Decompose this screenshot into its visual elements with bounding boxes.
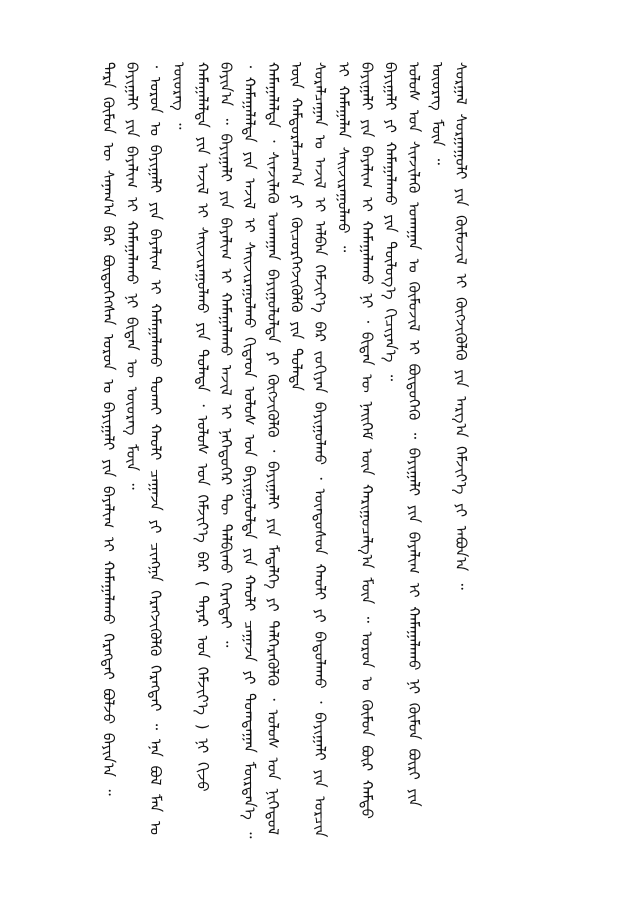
paragraph-5: ᠬᠠᠮᠠᠭᠠᠯᠠᠯᠲᠠ ᠂ ᠰᠢᠨᠵᠢᠯᠡᠬᠦ ᠤᠬᠠᠭᠠᠨ ᠪᠠᠶᠢᠭᠤᠯᠤᠯᠲᠠ ᠶᠢ ᠬᠦᠭᠵᠢᠭᠦᠯᠬᠦ ᠂ ᠪᠠᠶᠢᠭᠠᠯᠢ ᠶᠢᠨ ᠮᠡᠳᠡᠯᠭᠡ ᠶᠢ ᠳᠡᠯᠭᠡᠷᠡᠭᠦᠯᠬᠦ ᠂ ᠤᠯᠤᠰ ᠤᠨ ᠨᠢᠭᠡᠳᠦᠯ ᠦᠨ ᠬᠠᠮᠲᠤᠷᠠᠯᠴᠠᠭ᠎ᠠ ᠶᠢ ᠬᠦᠴᠦᠷᠬᠡᠭᠵᠢᠭᠦᠯᠬᠦ ᠶᠢᠨ ᠲᠤᠯᠠᠳᠠ bbox=[264, 62, 306, 835]
paragraph-3: ᠬᠠᠮᠠᠭᠠᠯᠠᠯᠲᠠ ᠶᠢᠨ ᠠᠵᠢᠯ ᠢ ᠰᠠᠢᠵᠢᠷᠠᠭᠤᠯᠬᠤ ᠶᠢᠨ ᠲᠤᠯᠠᠳᠠ ᠂ ᠤᠯᠤᠰ ᠤᠨ ᠬᠡᠮᠵᠢᠶ᠎ᠡ ᠪᠡᠷ ( ᠳᠠᠶᠠᠷ ᠤᠨ ᠬᠡᠮᠵᠢᠶ᠎ᠡ ) ᠨᠢ ᠬᠢᠵᠦ ᠪᠠᠶᠢᠨ᠎ᠠ ᠃ ᠪᠠᠶᠢᠭᠠᠯᠢ ᠶᠢᠨ ᠪᠠᠶᠠᠯᠢᠭ ᠢ ᠬᠠᠮᠠᠭᠠᠯᠠᠬᠤ ᠠᠵᠢᠯ ᠢ ᠨᠡᠭᠡᠳᠦᠭᠡᠷ ᠲᠦ ᠲᠠᠯᠪᠢᠬᠤ ᠬᠡᠷᠡᠭᠲᠡᠢ ᠃ bbox=[193, 62, 235, 792]
paragraph-4: ᠂ ᠬᠠᠮᠠᠭᠠᠯᠠᠯᠲᠠ ᠶᠢᠨ ᠠᠵᠢᠯ ᠢ ᠰᠠᠢᠵᠢᠷᠠᠭᠤᠯᠬᠤ ᠬᠢᠲᠠᠳ ᠤᠯᠤᠰ ᠤᠨ ᠪᠠᠶᠢᠭᠤᠯᠤᠯᠲᠠ ᠶᠢᠨ ᠬᠠᠤᠯᠢ ᠴᠠᠭᠠᠵᠠ ᠶᠢ ᠲᠣᠭᠲᠠᠭᠠᠨ ᠮᠦᠷᠳᠡᠨ᠎ᠡ ᠃ bbox=[240, 62, 259, 839]
vertical-mongolian-text bbox=[96, 62, 566, 842]
paragraph-9: ᠰᠤᠷᠭᠠᠯ ᠰᠤᠷᠭᠠᠭᠤᠯᠢ ᠶᠢᠨ ᠬᠦᠮᠦᠵᠢᠯ ᠢ ᠬᠦᠭᠵᠢᠭᠦᠯᠬᠦ ᠶᠢᠨ ᠠᠷᠭ᠎ᠠ ᠬᠡᠮᠵᠢᠶ᠎ᠡ ᠶᠢ ᠠᠪᠤᠨ᠎ᠠ ᠃ bbox=[452, 62, 470, 590]
paragraph-8: ᠤᠯᠤᠰ ᠤᠨ ᠰᠢᠨᠵᠢᠯᠡᠬᠦ ᠤᠬᠠᠭᠠᠨ ᠤ ᠬᠦᠮᠦᠵᠢᠯ ᠢ ᠪᠦᠲᠦᠭᠡᠬᠦ ᠃ ᠪᠠᠶᠢᠭᠠᠯᠢ ᠶᠢᠨ ᠪᠠᠶᠠᠯᠢᠭ ᠢ ᠬᠠᠮᠠᠭᠠᠯᠠᠬᠤ ᠨᠢ ᠬᠦᠮᠦᠨ ᠪᠦᠷᠢ ᠶᠢᠨ ᠦᠦᠷᠡᠭ ᠮᠦᠨ ᠃ bbox=[405, 62, 447, 807]
paragraph-6: ᠰᠤᠷᠠᠯᠴᠠᠭᠠᠨ ᠤ ᠠᠵᠢᠯ ᠢ ᠠᠯᠪᠠᠨ ᠬᠡᠮᠵᠢᠶ᠎ᠡ ᠪᠡᠷ ᠵᠣᠬᠢᠶᠠᠨ ᠪᠠᠶᠢᠭᠤᠯᠬᠤ ᠂ ᠦᠨᠳᠦᠰᠦᠨ ᠬᠠᠤᠯᠢ ᠶᠢ ᠪᠠᠲᠤᠯᠠᠬᠤ ᠂ ᠪᠠᠶᠢᠭᠠᠯᠢ ᠶᠢᠨ ᠤᠷᠴᠢᠨ ᠢ ᠬᠠᠮᠠᠭᠠᠯᠠᠨ ᠰᠠᠢᠵᠢᠷᠠᠭᠤᠯᠬᠤ ᠃ bbox=[311, 62, 353, 838]
paragraph-7: ᠪᠠᠶᠢᠭᠠᠯᠢ ᠶᠢᠨ ᠪᠠᠶᠠᠯᠢᠭ ᠢ ᠬᠠᠮᠠᠭᠠᠯᠠᠬᠤ ᠨᠢ ᠂ ᠪᠢᠳᠡᠨ ᠦ ᠨᠡᠢᠭᠡᠮ ᠦᠨ ᠬᠠᠷᠢᠭᠤᠴᠠᠯᠭ᠎ᠠ ᠮᠦᠨ ᠃ ᠤᠷᠤᠨ ᠤ ᠬᠦᠮᠦᠨ ᠪᠦᠷ ᠬᠠᠮᠲᠤ ᠪᠠᠶᠢᠭᠠᠯᠢ ᠶᠢ ᠬᠠᠮᠠᠭᠠᠯᠠᠬᠤ ᠶᠢᠨ ᠲᠥᠯᠥᠭ᠎ᠡ ᠬᠢᠴᠢᠶᠡᠨ᠎ᠡ ᠃ bbox=[358, 62, 400, 819]
paragraph-1: ᠲᠡᠷᠡ ᠬᠦᠮᠦᠨ ᠦ ᠰᠠᠨᠠᠭ᠎ᠠ ᠪᠡᠷ ᠪᠦᠲᠦᠭᠡᠭᠰᠡᠨ ᠤᠷᠤᠨ ᠤ ᠪᠠᠶᠢᠭᠠᠯᠢ ᠶᠢᠨ ᠪᠠᠶᠠᠯᠢᠭ ᠢ ᠬᠠᠮᠠᠭᠠᠯᠠᠬᠤ ᠬᠡᠷᠡᠭᠲᠡᠢ ᠪᠣᠯᠵᠤ ᠪᠠᠶᠢᠨ᠎ᠠ ᠃ ᠪᠠᠶᠢᠭᠠᠯᠢ ᠶᠢᠨ ᠪᠠᠶᠠᠯᠢᠭ ᠢ ᠬᠠᠮᠠᠭᠠᠯᠠᠬᠤ ᠨᠢ ᠪᠢᠳᠡᠨ ᠦ ᠦᠦᠷᠡᠭ ᠮᠦᠨ ᠃ bbox=[99, 62, 141, 796]
paragraph-2: ᠂ ᠤᠷᠤᠨ ᠤ ᠪᠠᠶᠢᠭᠠᠯᠢ ᠶᠢᠨ ᠪᠠᠶᠠᠯᠢᠭ ᠢ ᠬᠠᠮᠠᠭᠠᠯᠠᠬᠤ ᠲᠤᠬᠠᠢ ᠬᠠᠤᠯᠢ ᠴᠠᠭᠠᠵᠠ ᠶᠢ ᠴᠢᠩᠭᠠ ᠬᠡᠷᠡᠭᠵᠢᠭᠦᠯᠬᠦ ᠬᠡᠷᠡᠭᠲᠡᠢ ᠃ ᠡᠨᠡ ᠪᠣᠯ ᠮᠠᠨ ᠤ ᠦᠦᠷᠡᠭ ᠃ bbox=[146, 62, 188, 835]
